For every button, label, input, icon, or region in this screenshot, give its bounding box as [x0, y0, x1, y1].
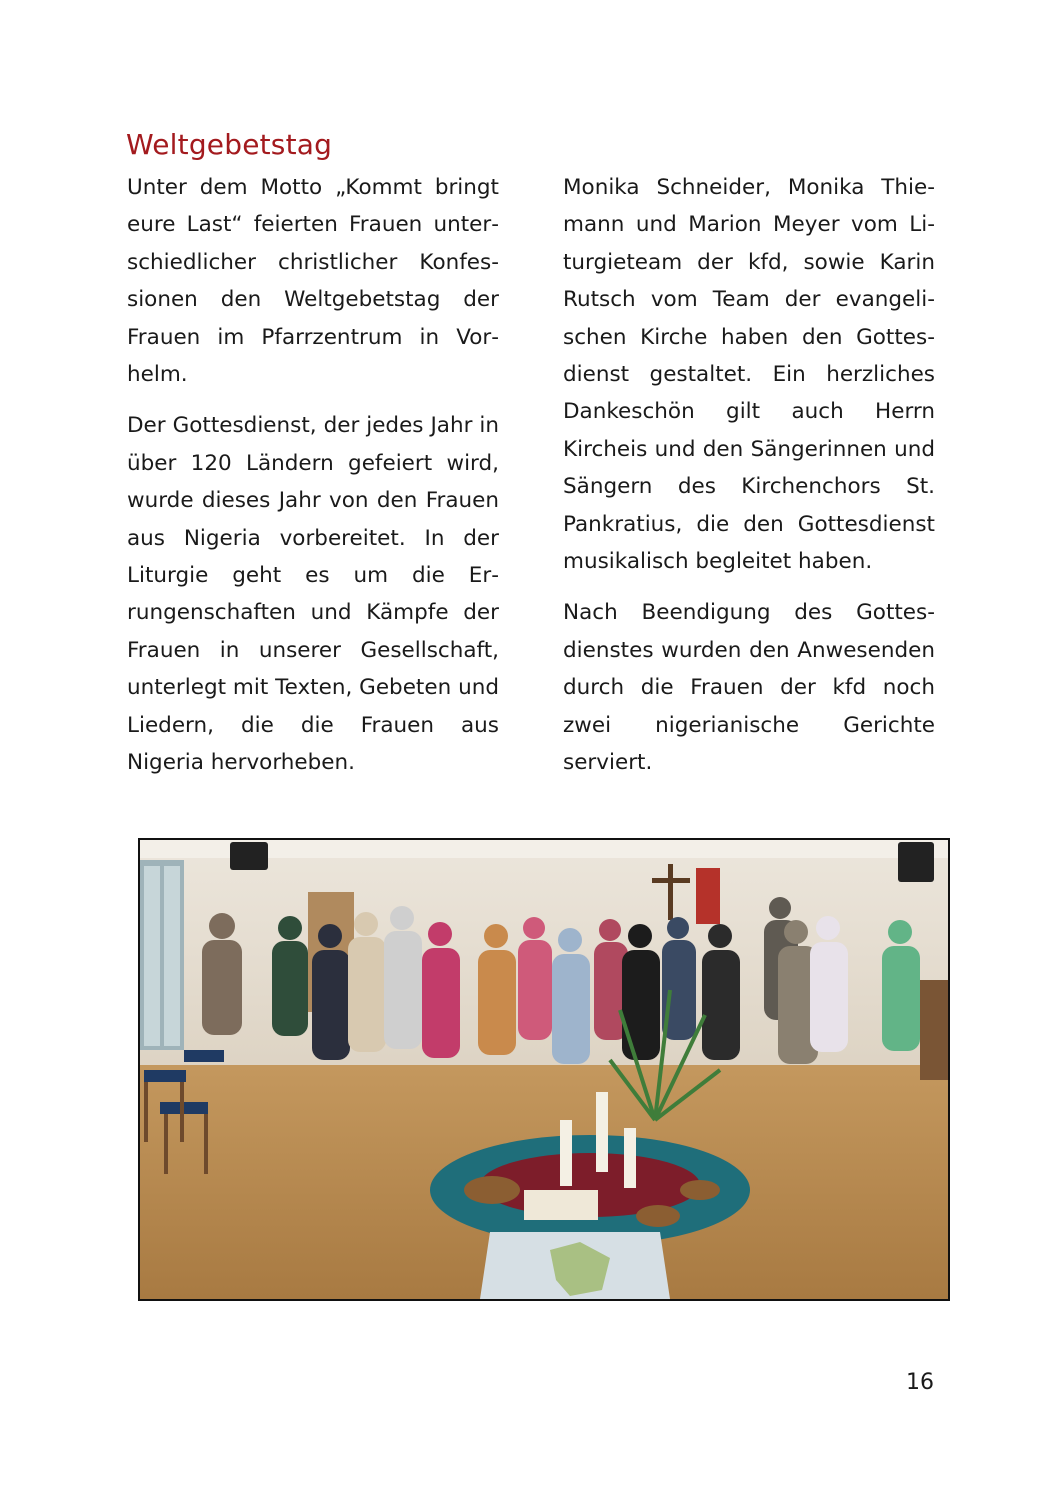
right-column — [563, 169, 935, 796]
left-column — [127, 169, 499, 796]
paragraph-intro: Unter dem Motto „Kommt bringt eure Last“ feierten Frauen unterschiedlicher christlicher Konfessionen den Weltgebetstag der Frauen im Pfarrzentrum in Vorhelm. — [127, 175, 499, 388]
article-heading: Weltgebetstag — [126, 128, 333, 161]
paragraph-organizers: Monika Schneider, Monika Thiemann und Marion Meyer vom Liturgieteam der kfd, sowie Karin Rutsch vom Team der evangelischen Kirche haben den Gottesdienst gestaltet. Ein herzliches Dankeschön gilt auch Herrn Kircheis und den Sängerinnen und Sängern des Kirchenchors St. Pankratius, die den Gottesdienst musikalisch begleitet haben. — [563, 175, 935, 575]
page-number: 16 — [906, 1370, 934, 1395]
group-photo — [138, 838, 950, 1301]
paragraph-service: Der Gottesdienst, der jedes Jahr in über 120 Ländern gefeiert wird, wurde dieses Jahr von den Frauen aus Nigeria vorbereitet. In der Liturgie geht es um die Errungenschaften und Kämpfe der Frauen in unserer Gesellschaft, unterlegt mit Texten, Gebeten und Liedern, die die Frauen aus Nigeria hervorheben. — [127, 413, 499, 776]
paragraph-food: Nach Beendigung des Gottesdienstes wurden den Anwesenden durch die Frauen der kfd noch zwei nigerianische Gerichte serviert. — [563, 600, 935, 776]
